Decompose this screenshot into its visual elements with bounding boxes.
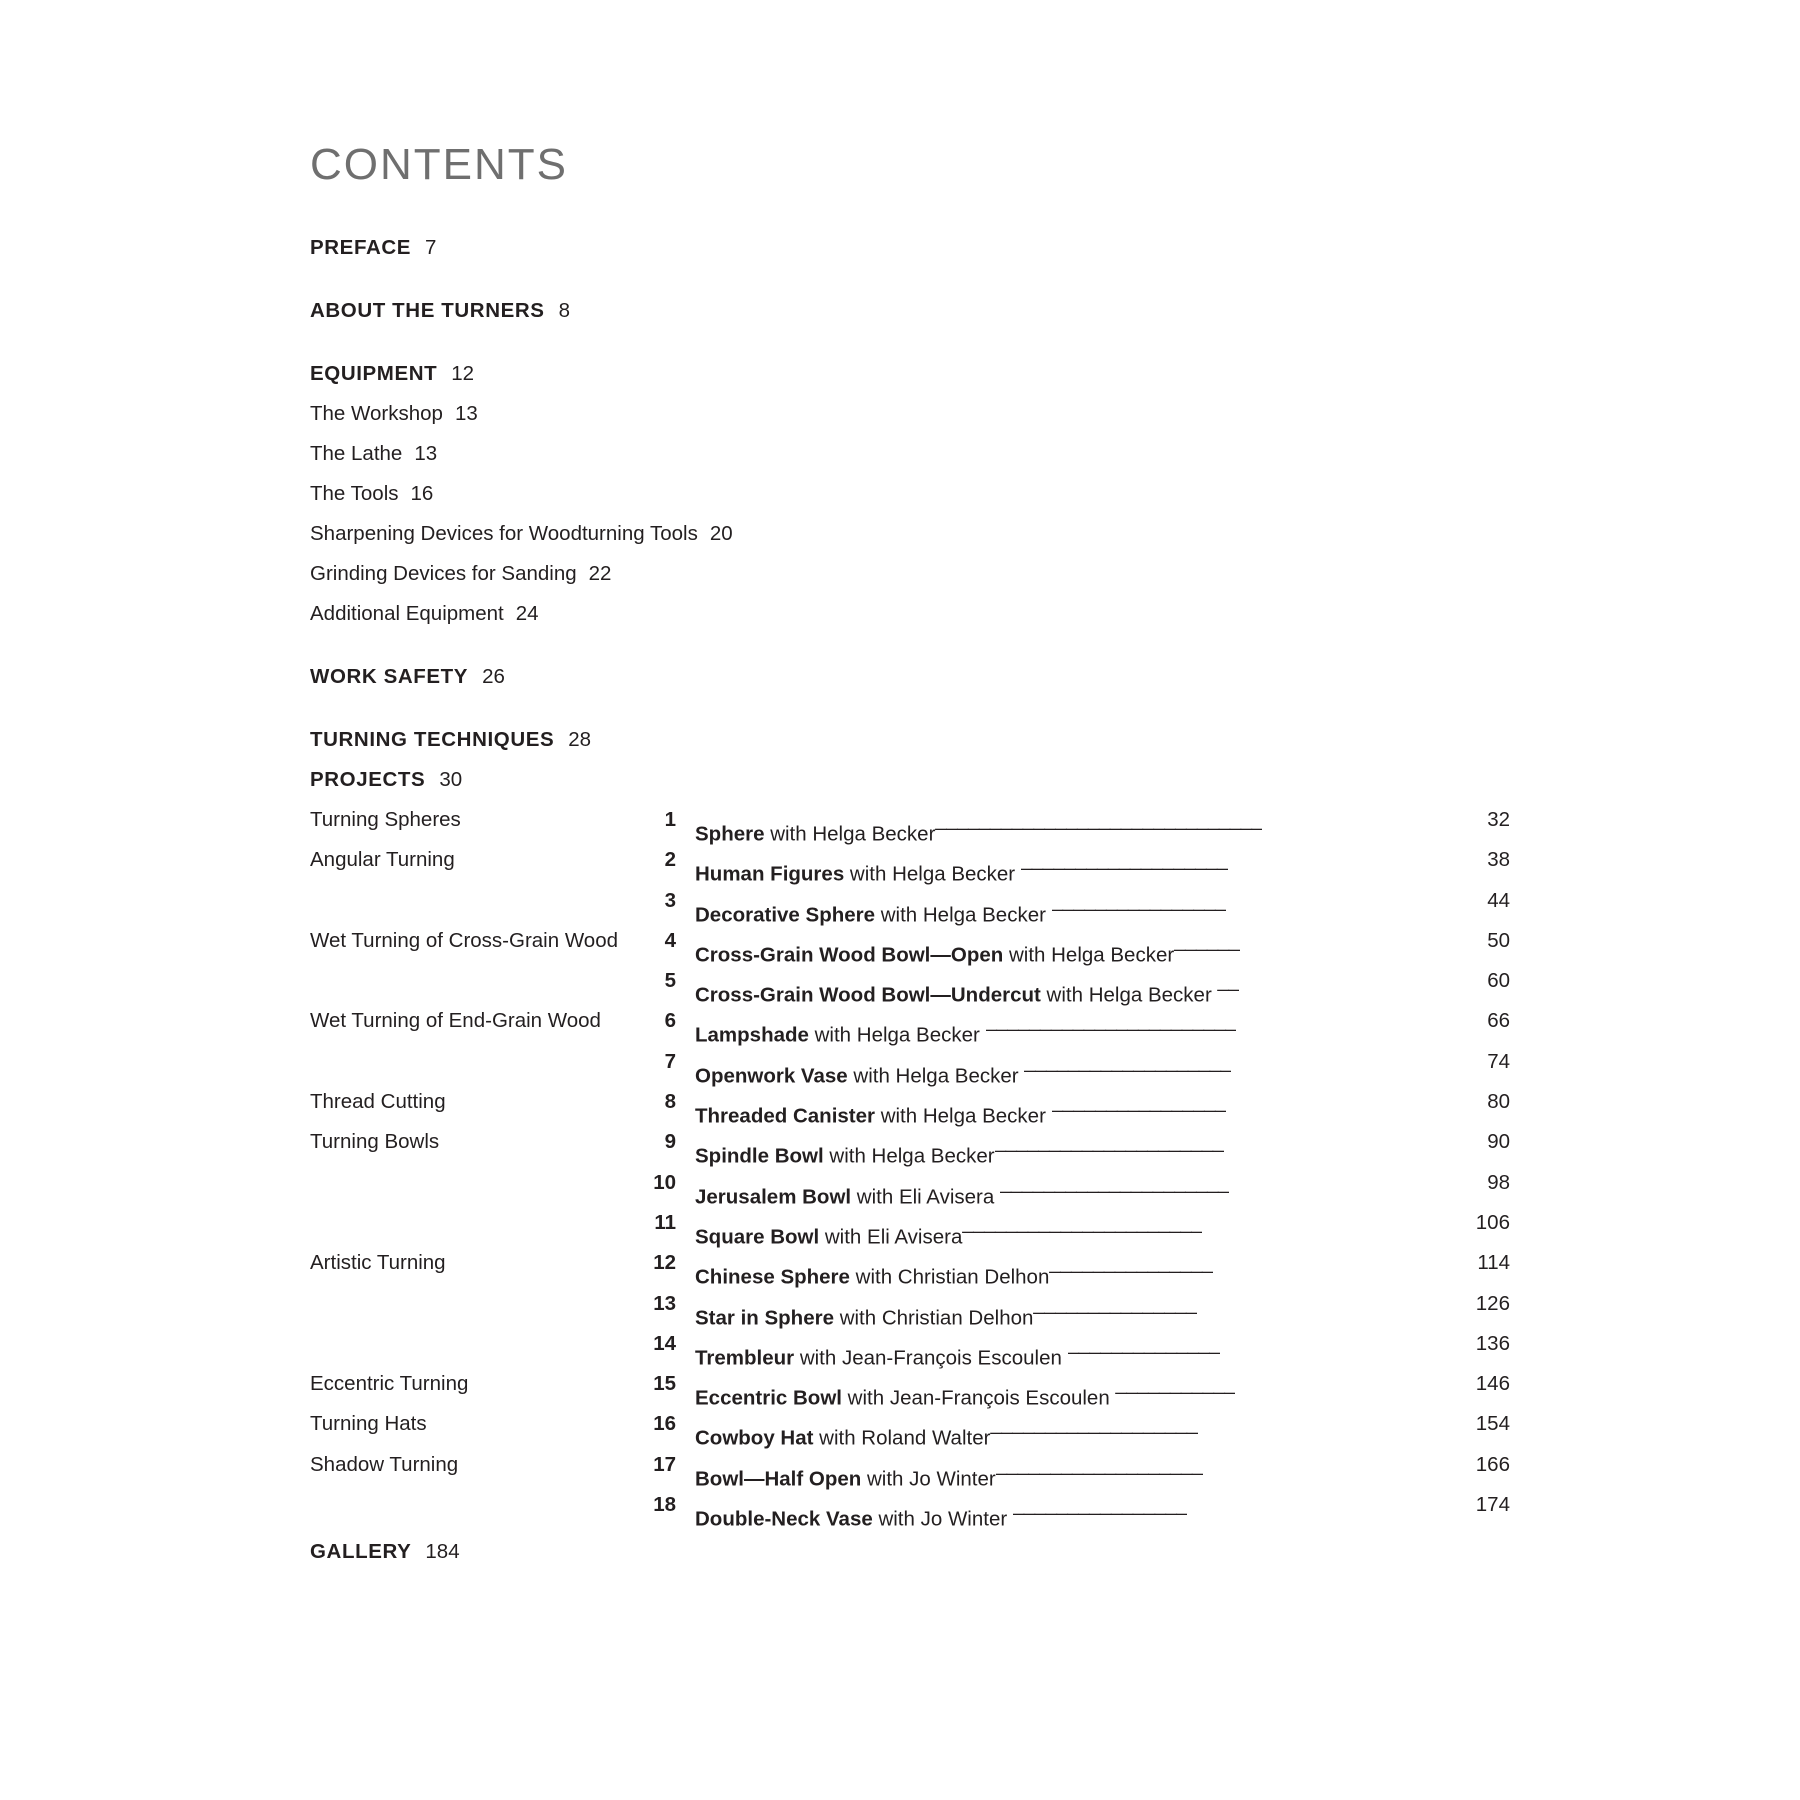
project-title: Eccentric Bowl — [695, 1386, 842, 1410]
project-category-label: Turning Bowls — [310, 1130, 440, 1154]
gallery-entry[interactable] — [310, 1540, 460, 1564]
project-page-number: 80 — [1486, 1082, 1510, 1122]
toc-subsection-entry[interactable] — [310, 554, 870, 594]
project-author: with Helga Becker — [823, 1144, 995, 1168]
projects-heading — [310, 760, 1510, 800]
entry-label: Sharpening Devices for Woodturning Tools — [310, 522, 698, 545]
project-entry-row[interactable] — [310, 1122, 1510, 1168]
project-category-label: Turning Spheres — [310, 808, 461, 831]
leader-dots: ______________________________ — [935, 808, 1263, 831]
project-number: 10 — [653, 1170, 676, 1194]
project-number: 17 — [653, 1452, 676, 1476]
leader-dots: ___________________ — [1024, 1049, 1232, 1073]
project-author: with Eli Avisera — [819, 1225, 963, 1249]
project-entry-row[interactable] — [310, 1364, 1510, 1410]
leader-dots: ______ — [1174, 928, 1240, 952]
project-title: Jerusalem Bowl — [695, 1184, 852, 1208]
project-entry-row[interactable] — [310, 1082, 1510, 1128]
spacer — [310, 268, 870, 291]
project-author: with Jean-François Escoulen — [794, 1346, 1068, 1370]
project-number: 11 — [654, 1210, 676, 1234]
project-page-number: 44 — [1486, 881, 1510, 921]
project-number: 13 — [653, 1291, 676, 1315]
project-entry-row[interactable] — [310, 881, 1510, 926]
entry-label: EQUIPMENT — [310, 362, 438, 385]
leader-dots: ________________ — [1051, 1090, 1227, 1114]
leader-dots: ___________ — [1115, 1372, 1236, 1396]
toc-subsection-entry[interactable] — [310, 594, 870, 634]
entry-label: WORK SAFETY — [310, 665, 469, 688]
project-page-number: 32 — [1486, 800, 1510, 840]
toc-section-entry[interactable] — [310, 720, 870, 760]
leader-dots: ______________________ — [962, 1210, 1203, 1234]
project-number: 14 — [653, 1331, 676, 1355]
project-entry-row[interactable] — [310, 1243, 1510, 1289]
leader-dots: _______________ — [1049, 1251, 1213, 1275]
project-title: Double-Neck Vase — [695, 1507, 873, 1531]
entry-page-number: 12 — [451, 362, 475, 385]
project-page-number: 174 — [1475, 1485, 1510, 1525]
leader-dots: ___________________ — [990, 1412, 1198, 1436]
project-entry-row[interactable] — [310, 840, 1510, 886]
project-entry-row[interactable] — [310, 921, 1510, 967]
project-entry-row[interactable] — [310, 1284, 1510, 1329]
leader-dots: ________________ — [1012, 1493, 1188, 1517]
project-number: 15 — [653, 1372, 676, 1396]
project-author: with Helga Becker — [808, 1023, 986, 1047]
project-entry-row[interactable] — [310, 1163, 1510, 1208]
entry-page-number: 26 — [482, 665, 505, 688]
project-title: Trembleur — [695, 1346, 795, 1370]
project-page-number: 166 — [1475, 1445, 1510, 1485]
project-title: Lampshade — [695, 1023, 809, 1047]
project-author: with Christian Delhon — [834, 1305, 1034, 1329]
toc-section-entry[interactable] — [310, 354, 870, 394]
project-author: with Roland Walter — [813, 1426, 991, 1450]
project-category-label: Shadow Turning — [310, 1452, 459, 1476]
project-entry-row[interactable] — [310, 1445, 1510, 1491]
project-title: Chinese Sphere — [695, 1265, 850, 1289]
entry-page-number: 22 — [588, 562, 612, 585]
toc-subsection-entry[interactable] — [310, 514, 870, 554]
project-title: Openwork Vase — [695, 1064, 848, 1088]
project-entry-row[interactable] — [310, 1001, 1510, 1047]
project-number: 18 — [653, 1493, 676, 1517]
leader-dots: __ — [1217, 969, 1240, 993]
project-page-number: 50 — [1486, 921, 1510, 961]
project-number: 8 — [664, 1090, 676, 1114]
project-number: 4 — [664, 928, 676, 952]
project-author: with Christian Delhon — [849, 1265, 1050, 1289]
project-category-label: Thread Cutting — [310, 1090, 446, 1114]
project-entry-row[interactable] — [310, 1042, 1510, 1088]
project-page-number: 60 — [1486, 961, 1510, 1001]
project-title: Threaded Canister — [695, 1104, 875, 1128]
project-title: Spindle Bowl — [695, 1144, 824, 1168]
project-page-number: 154 — [1475, 1404, 1510, 1444]
frontmatter-list — [310, 228, 870, 760]
projects-heading-label: PROJECTS — [310, 768, 426, 791]
entry-page-number: 13 — [454, 402, 478, 425]
project-page-number: 66 — [1486, 1001, 1510, 1041]
project-author: with Helga Becker — [875, 902, 1052, 926]
project-page-number: 90 — [1486, 1122, 1510, 1162]
toc-section-entry[interactable] — [310, 657, 870, 697]
entry-page-number: 24 — [515, 602, 539, 625]
project-entry-row[interactable] — [310, 800, 1510, 846]
project-entry-row[interactable] — [310, 1485, 1510, 1531]
project-page-number: 126 — [1475, 1284, 1510, 1324]
entry-label: The Workshop — [310, 402, 443, 425]
project-title: Human Figures — [695, 862, 845, 886]
project-author: with Jean-François Escoulen — [841, 1386, 1116, 1410]
spacer — [310, 331, 870, 354]
leader-dots: ______________ — [1067, 1331, 1221, 1355]
project-category-label: Artistic Turning — [310, 1251, 446, 1275]
project-title: Bowl—Half Open — [695, 1467, 862, 1491]
project-number: 16 — [653, 1412, 676, 1436]
project-number: 5 — [664, 969, 676, 993]
leader-dots: ___________________ — [1020, 848, 1228, 872]
projects-rows — [310, 800, 1510, 1531]
entry-label: Additional Equipment — [310, 602, 504, 625]
project-entry-row[interactable] — [310, 961, 1510, 1007]
project-entry-row[interactable] — [310, 1324, 1510, 1370]
projects-heading-page: 30 — [439, 768, 463, 791]
project-title: Sphere — [695, 822, 765, 846]
project-author: with Helga Becker — [1040, 983, 1218, 1007]
project-title: Decorative Sphere — [695, 902, 876, 926]
entry-label: Grinding Devices for Sanding — [310, 562, 577, 585]
toc-subsection-entry[interactable] — [310, 434, 870, 474]
project-page-number: 106 — [1475, 1203, 1510, 1243]
project-page-number: 114 — [1476, 1243, 1510, 1283]
project-author: with Jo Winter — [872, 1507, 1013, 1531]
project-category-label: Eccentric Turning — [310, 1372, 469, 1396]
project-author: with Eli Avisera — [851, 1184, 1000, 1208]
gallery-label: GALLERY — [310, 1540, 412, 1563]
toc-subsection-entry[interactable] — [310, 394, 870, 434]
project-page-number: 136 — [1475, 1324, 1510, 1364]
project-title: Cowboy Hat — [695, 1426, 814, 1450]
project-title: Square Bowl — [695, 1225, 820, 1249]
project-author: with Helga Becker — [875, 1104, 1052, 1128]
project-author: with Helga Becker — [844, 862, 1021, 886]
project-page-number: 98 — [1486, 1163, 1510, 1203]
project-title: Star in Sphere — [695, 1305, 834, 1329]
entry-page-number: 20 — [709, 522, 733, 545]
project-entry — [695, 1485, 1510, 1540]
entry-label: TURNING TECHNIQUES — [310, 728, 555, 751]
project-page-number: 38 — [1486, 840, 1510, 880]
entry-page-number: 7 — [425, 236, 437, 259]
toc-section-entry[interactable] — [310, 228, 870, 268]
spacer — [310, 697, 870, 720]
leader-dots: ________________ — [1051, 888, 1227, 912]
project-author: with Helga Becker — [1003, 943, 1175, 967]
project-category-label: Angular Turning — [310, 848, 455, 872]
project-category-label: Turning Hats — [310, 1412, 427, 1436]
entry-label: PREFACE — [310, 236, 412, 259]
entry-label: The Lathe — [310, 442, 403, 465]
project-entry-row[interactable] — [310, 1203, 1510, 1249]
toc-subsection-entry[interactable] — [310, 474, 870, 514]
project-number: 12 — [653, 1251, 676, 1275]
project-number: 2 — [664, 848, 676, 872]
project-author: with Helga Becker — [847, 1064, 1025, 1088]
entry-page-number: 28 — [568, 728, 592, 751]
leader-dots: _____________________ — [999, 1170, 1229, 1194]
project-title: Cross-Grain Wood Bowl—Open — [695, 943, 1004, 967]
project-entry-row[interactable] — [310, 1404, 1510, 1450]
leader-dots: _____________________ — [994, 1130, 1224, 1154]
entry-label: ABOUT THE TURNERS — [310, 299, 545, 322]
project-number: 6 — [664, 1009, 676, 1033]
spacer — [310, 634, 870, 657]
project-page-number: 146 — [1475, 1364, 1510, 1404]
projects-section — [310, 760, 1510, 1531]
project-number: 3 — [664, 888, 676, 912]
toc-section-entry[interactable] — [310, 291, 870, 331]
entry-page-number: 13 — [414, 442, 438, 465]
project-category-label: Wet Turning of Cross-Grain Wood — [310, 928, 619, 952]
entry-page-number: 16 — [410, 482, 434, 505]
entry-label: The Tools — [310, 482, 399, 505]
leader-dots: _______________________ — [985, 1009, 1237, 1033]
entry-page-number: 8 — [558, 299, 570, 322]
project-author: with Helga Becker — [764, 822, 936, 846]
project-number: 7 — [664, 1049, 676, 1073]
project-author: with Jo Winter — [861, 1467, 996, 1491]
project-title: Cross-Grain Wood Bowl—Undercut — [695, 983, 1041, 1007]
project-number: 1 — [664, 808, 676, 831]
project-number: 9 — [664, 1130, 676, 1154]
leader-dots: ___________________ — [995, 1452, 1203, 1476]
leader-dots: _______________ — [1033, 1291, 1197, 1315]
gallery-page: 184 — [425, 1540, 460, 1563]
page-title: CONTENTS — [310, 140, 568, 189]
project-page-number: 74 — [1486, 1042, 1510, 1082]
project-category-label: Wet Turning of End-Grain Wood — [310, 1009, 601, 1033]
